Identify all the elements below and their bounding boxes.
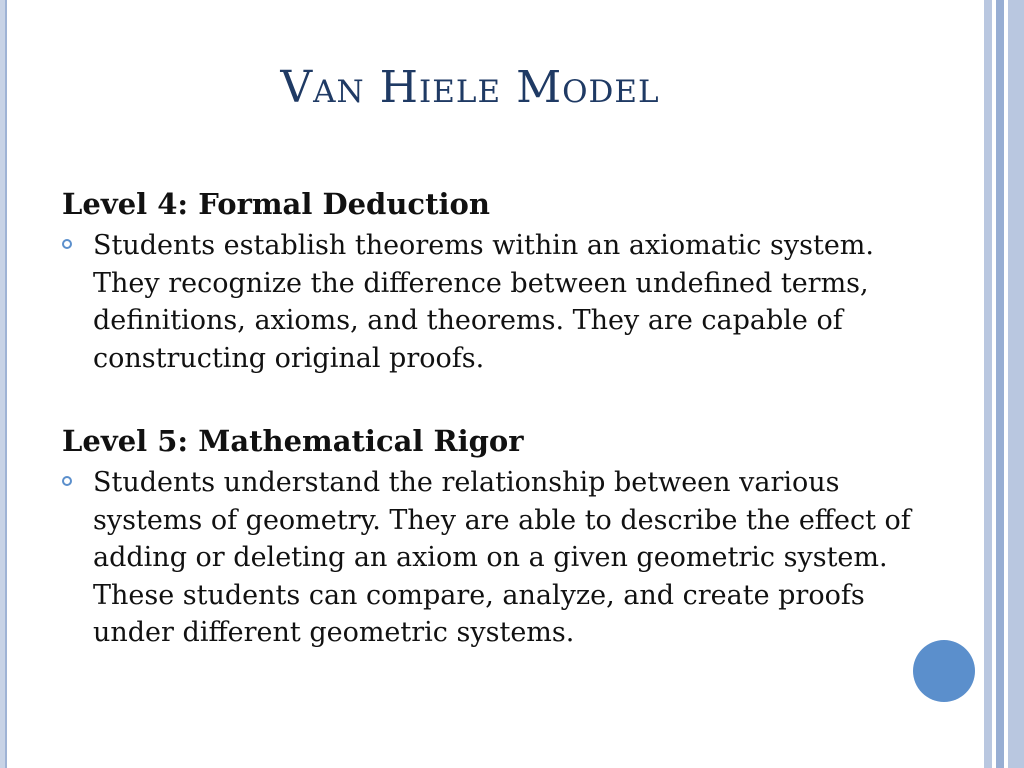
level-5-description: Students understand the relationship between various systems of geometry. They are able to describe the effect of adding or deleting an axiom on a given geometric system. These students can compare, analyze, and create proofs under different geometric systems. [93, 467, 911, 648]
bullet-circle-icon [62, 476, 72, 486]
level-4-heading: Level 4: Formal Deduction [62, 187, 490, 221]
level-5-bullet [62, 464, 922, 652]
bullet-circle-icon [62, 239, 72, 249]
slide-content [62, 186, 922, 652]
level-4-description: Students establish theorems within an axiomatic system. They recognize the difference between undefined terms, definitions, axioms, and theorems. They are capable of constructing original proofs. [93, 230, 874, 374]
left-frame-stripe [0, 0, 9, 768]
decorative-circle-icon [913, 640, 975, 702]
right-frame-stripes [978, 0, 1024, 768]
level-5-heading: Level 5: Mathematical Rigor [62, 424, 524, 458]
level-5-section [62, 423, 922, 652]
level-4-section [62, 186, 922, 377]
slide-title: Van Hiele Model [280, 62, 660, 113]
level-4-bullet [62, 227, 922, 377]
